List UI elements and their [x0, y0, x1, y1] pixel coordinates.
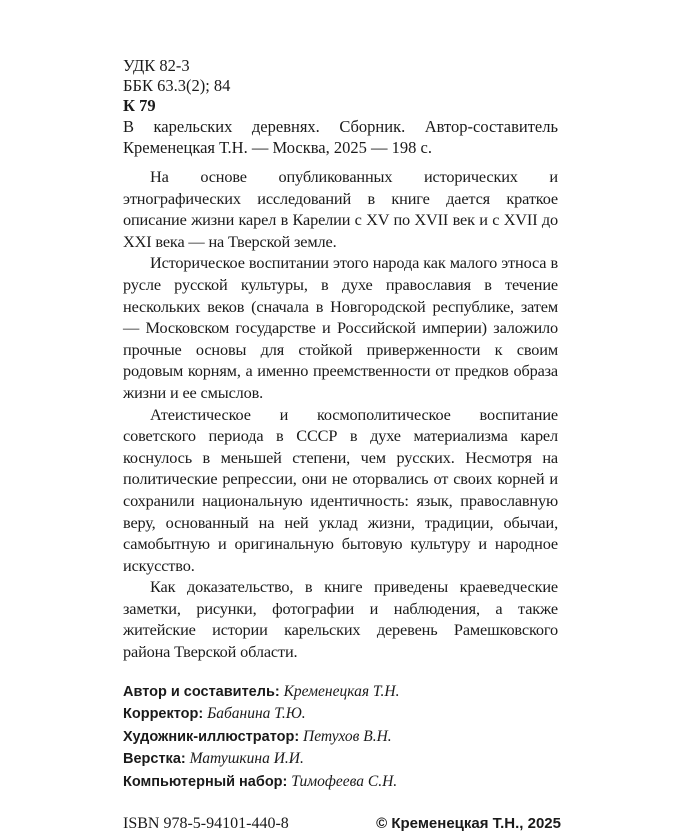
credit-role: Компьютерный набор: [123, 773, 288, 790]
copyright: © Кременецкая Т.Н., 2025 [376, 815, 561, 833]
credit-name: Тимофеева С.Н. [291, 772, 398, 790]
credit-role: Художник-иллюстратор: [123, 728, 300, 745]
credit-layout [123, 748, 558, 771]
credit-author [123, 681, 558, 704]
credit-name: Бабанина Т.Ю. [207, 705, 306, 723]
abstract-paragraph: Как доказательство, в книге приведены краеведческие заметки, рисунки, фотографии и наблюдения, а также житейские истории карельских деревень Рамешковского района Тверской области. [123, 577, 558, 662]
bbk-code: ББК 63.3(2); 84 [123, 76, 231, 95]
imprint-page [123, 56, 561, 833]
abstract-paragraph: Историческое воспитании этого народа как малого этноса в русле русской культуры, в духе православия в течение нескольких веков (сначала в Новгородской республике, затем — Московском государстве и Российской империи) заложило прочные основы для стойкой приверженности к своим родовым корням, а именно преемственности от предков образа жизни и ее смыслов. [123, 253, 558, 402]
credit-illustrator [123, 726, 558, 749]
abstract [123, 166, 558, 663]
credits-block [123, 681, 558, 794]
author-mark: К 79 [123, 96, 156, 115]
credit-name: Петухов В.Н. [303, 727, 392, 745]
udk-code: УДК 82-3 [123, 56, 190, 75]
classification-block [123, 56, 558, 116]
bibliographic-citation: В карельских деревнях. Сборник. Автор-составитель Кременецкая Т.Н. — Москва, 2025 — 198 с. [123, 117, 558, 157]
credit-name: Кременецкая Т.Н. [283, 682, 400, 700]
abstract-paragraph: Атеистическое и космополитическое воспитание советского периода в СССР в духе материализма карел коснулось в меньшей степени, чем русских. Несмотря на политические репрессии, они не оторвались от своих корней и сохранили национальную идентичность: язык, православную веру, основанный на ней уклад жизни, традиции, обычаи, самобытную и оригинальную бытовую культуру и народное искусство. [123, 404, 558, 575]
isbn: ISBN 978-5-94101-440-8 [123, 815, 289, 833]
credit-role: Верстка: [123, 751, 186, 768]
credit-role: Корректор: [123, 706, 204, 723]
credit-typesetting [123, 771, 558, 794]
credit-corrector [123, 703, 558, 726]
abstract-paragraph: На основе опубликованных исторических и этнографических исследований в книге дается краткое описание жизни карел в Карелии с XV по XVII век и с XVII до XXI века — на Тверской земле. [123, 167, 558, 251]
footer [123, 815, 561, 833]
credit-name: Матушкина И.И. [189, 750, 304, 768]
credit-role: Автор и составитель: [123, 683, 280, 700]
